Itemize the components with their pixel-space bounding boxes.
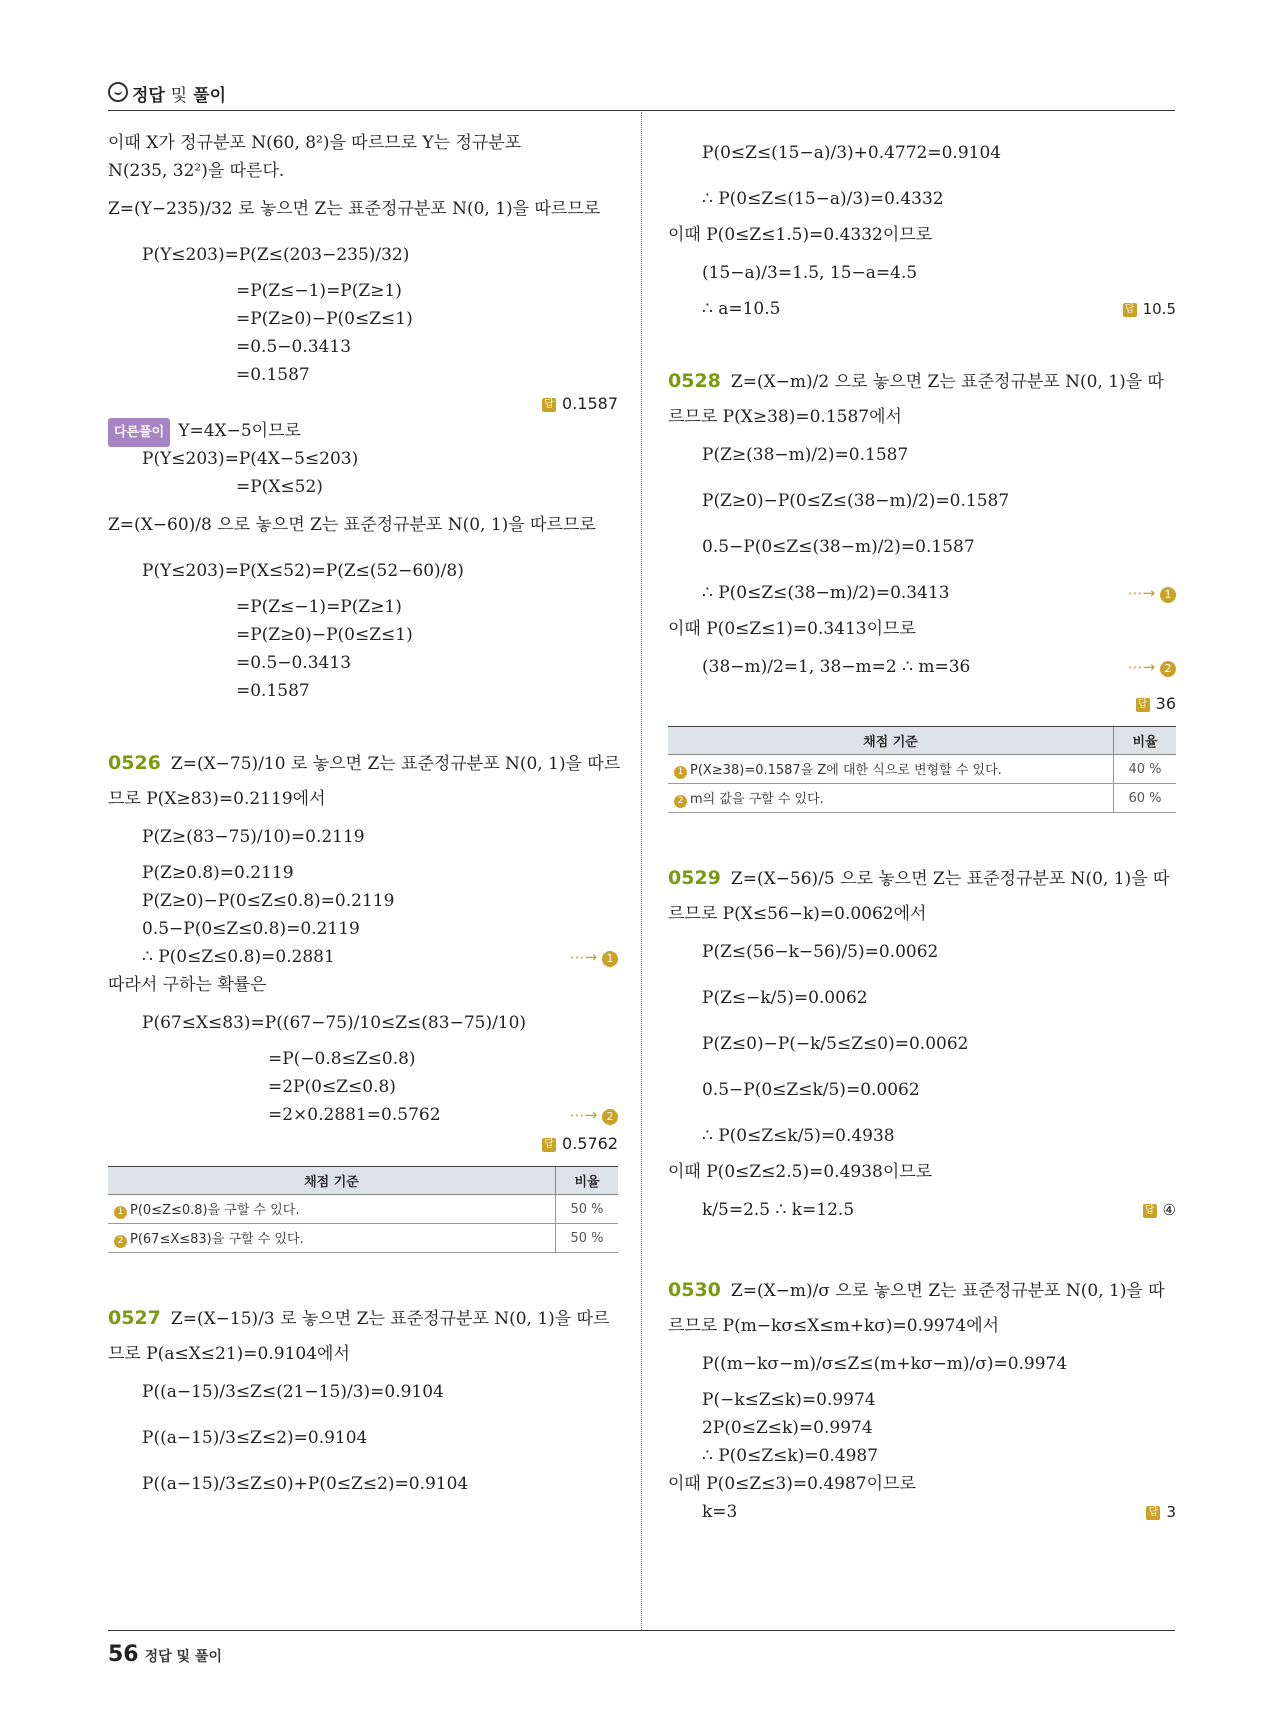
equation-line: 2P(0≤Z≤k)=0.9974 [702,1418,873,1438]
equation-line: P(Z≥0)−P(0≤Z≤(38−m)/2)=0.1587 [702,491,1010,511]
equation-line: ∴ P(0≤Z≤0.8)=0.2881 ⋯→ 1 [108,944,618,972]
equation-line: P(67≤X≤83)=P((67−75)/10≤Z≤(83−75)/10) [142,1013,527,1033]
equation-line: =P(X≤52) [236,477,323,497]
text-line: 므로 P(X≥83)=0.2119에서 [108,789,326,809]
equation-line: =0.1587 [236,681,310,701]
answer-icon: 답 [542,1138,556,1152]
equation-line: =2×0.2881=0.5762 ⋯→ 2 [108,1102,618,1130]
text-line: 이때 X가 정규분포 N(60, 8²)을 따르므로 Y는 정규분포 [108,133,522,153]
equation-line: P(Z≥0.8)=0.2119 [142,863,294,883]
step-marker-1: ⋯→ 1 [1128,570,1176,616]
text-line: 르므로 P(m−kσ≤X≤m+kσ)=0.9974에서 [668,1316,1000,1336]
answer-line: 답 36 [668,690,1176,718]
answer-530: 답 3 [1146,1499,1176,1526]
equation-line: P(Z≥(38−m)/2)=0.1587 [702,445,909,465]
equation-line: ∴ P(0≤Z≤(15−a)/3)=0.4332 [702,189,944,209]
answer-529: 답 ④ [1143,1187,1176,1233]
column-divider [641,112,642,1630]
alt-solution-badge: 다른풀이 [108,418,170,447]
answer-icon: 답 [1123,303,1137,317]
problem-number: 0528 [668,370,721,392]
grading-header: 채점 기준 [108,1167,556,1195]
equation-line: =P(−0.8≤Z≤0.8) [268,1049,416,1069]
problem-number: 0526 [108,752,161,774]
equation-line: k=3 답 3 [668,1499,1176,1527]
text-line: Z=(Y−235)/32 로 놓으면 Z는 표준정규분포 N(0, 1)을 따르므로 [108,199,601,219]
text-line: 따라서 구하는 확률은 [108,975,267,995]
answer-line: 답 0.1587 [108,390,618,418]
grading-table-0526 [108,1166,618,1253]
table-row: 2 P(67≤X≤83)을 구할 수 있다. 50 % [108,1224,618,1253]
alt-solution-line: 다른풀이 Y=4X−5이므로 [108,418,618,446]
text-line: 르므로 P(X≤56−k)=0.0062에서 [668,904,927,924]
equation-line: =P(Z≤−1)=P(Z≥1) [236,281,402,301]
equation-line: P((a−15)/3≤Z≤2)=0.9104 [142,1428,368,1448]
step-marker-2: ⋯→ 2 [1128,644,1176,690]
right-column [668,130,1176,1527]
equation-line: P(Z≤−k/5)=0.0062 [702,988,868,1008]
text-line: N(235, 32²)을 따른다. [108,161,285,181]
footer-rule [108,1630,1175,1631]
equation-line: =0.1587 [236,365,310,385]
equation-line: 0.5−P(0≤Z≤0.8)=0.2119 [142,919,360,939]
text-line: 므로 P(a≤X≤21)=0.9104에서 [108,1344,350,1364]
equation-line: P(−k≤Z≤k)=0.9974 [702,1390,876,1410]
text-line: 이때 P(0≤Z≤3)=0.4987이므로 [668,1474,916,1494]
equation-line: =P(Z≤−1)=P(Z≥1) [236,597,402,617]
page-footer [108,1642,222,1667]
step-marker-1: ⋯→ 1 [570,944,618,971]
equation-line: P(Y≤203)=P(Z≤(203−235)/32) [142,245,410,265]
answer-icon: 답 [1136,698,1150,712]
smile-logo-icon [108,82,128,102]
text-line: Z=(X−60)/8 으로 놓으면 Z는 표준정규분포 N(0, 1)을 따르므로 [108,515,596,535]
equation-line: P(0≤Z≤(15−a)/3)+0.4772=0.9104 [702,143,1002,163]
equation-line: =P(Z≥0)−P(0≤Z≤1) [236,625,413,645]
ratio-header: 비율 [1114,727,1177,755]
text-line: 이때 P(0≤Z≤2.5)=0.4938이므로 [668,1162,933,1182]
equation-line: (15−a)/3=1.5, 15−a=4.5 [702,263,918,283]
footer-text: 정답 및 풀이 [144,1649,222,1665]
answer-527: 답 10.5 [1123,296,1176,323]
equation-line: P(Y≤203)=P(4X−5≤203) [142,449,359,469]
equation-line: ∴ a=10.5 답 10.5 [668,296,1176,324]
problem-0529-heading: 0529 Z=(X−56)/5 으로 놓으면 Z는 표준정규분포 N(0, 1)을 따 [668,867,1170,889]
equation-line: ∴ P(0≤Z≤k/5)=0.4938 [702,1126,895,1146]
equation-line: P(Y≤203)=P(X≤52)=P(Z≤(52−60)/8) [142,561,464,581]
problem-0527-heading: 0527 Z=(X−15)/3 로 놓으면 Z는 표준정규분포 N(0, 1)을 따르 [108,1307,610,1329]
problem-number: 0527 [108,1307,161,1329]
left-column [108,130,621,1507]
grading-table-0528 [668,726,1176,813]
equation-line: P(Z≤(56−k−56)/5)=0.0062 [702,942,939,962]
table-row: 1 P(0≤Z≤0.8)을 구할 수 있다. 50 % [108,1195,618,1224]
equation-line: P((a−15)/3≤Z≤(21−15)/3)=0.9104 [142,1382,444,1402]
equation-line: P(Z≥(83−75)/10)=0.2119 [142,827,365,847]
text-line: 이때 P(0≤Z≤1)=0.3413이므로 [668,619,916,639]
answer-line: 답 0.5762 [108,1130,618,1158]
equation-line: ∴ P(0≤Z≤k)=0.4987 [702,1446,879,1466]
grading-header: 채점 기준 [668,727,1114,755]
equation-line: =2P(0≤Z≤0.8) [268,1077,396,1097]
equation-line: ∴ P(0≤Z≤(38−m)/2)=0.3413 ⋯→ 1 [668,570,1176,616]
equation-line: P((a−15)/3≤Z≤0)+P(0≤Z≤2)=0.9104 [142,1474,469,1494]
text-line: 이때 P(0≤Z≤1.5)=0.4332이므로 [668,225,933,245]
equation-line: (38−m)/2=1, 38−m=2 ∴ m=36 ⋯→ 2 [668,644,1176,690]
equation-line: 0.5−P(0≤Z≤(38−m)/2)=0.1587 [702,537,975,557]
table-row: 1 P(X≥38)=0.1587을 Z에 대한 식으로 변형할 수 있다. 40 % [668,755,1176,784]
equation-line: k/5=2.5 ∴ k=12.5 답 ④ [668,1187,1176,1233]
step-marker-2: ⋯→ 2 [570,1102,618,1129]
answer-icon: 답 [1146,1506,1160,1520]
answer-icon: 답 [1143,1204,1157,1218]
equation-line: P((m−kσ−m)/σ≤Z≤(m+kσ−m)/σ)=0.9974 [702,1354,1068,1374]
equation-line: P(Z≤0)−P(−k/5≤Z≤0)=0.0062 [702,1034,969,1054]
equation-line: =P(Z≥0)−P(0≤Z≤1) [236,309,413,329]
page-number: 56 [108,1642,139,1667]
header-title: 정답 및 풀이 [132,86,226,106]
problem-0526-heading: 0526 Z=(X−75)/10 로 놓으면 Z는 표준정규분포 N(0, 1)을 따르 [108,752,621,774]
problem-0530-heading: 0530 Z=(X−m)/σ 으로 놓으면 Z는 표준정규분포 N(0, 1)을 따 [668,1279,1165,1301]
page-header [108,78,1175,111]
equation-line: =0.5−0.3413 [236,337,352,357]
problem-0528-heading: 0528 Z=(X−m)/2 으로 놓으면 Z는 표준정규분포 N(0, 1)을 따 [668,370,1164,392]
equation-line: P(Z≥0)−P(0≤Z≤0.8)=0.2119 [142,891,395,911]
problem-number: 0529 [668,867,721,889]
equation-line: =0.5−0.3413 [236,653,352,673]
ratio-header: 비율 [556,1167,619,1195]
problem-number: 0530 [668,1279,721,1301]
answer-icon: 답 [542,398,556,412]
table-row: 2 m의 값을 구할 수 있다. 60 % [668,784,1176,813]
text-line: 르므로 P(X≥38)=0.1587에서 [668,407,902,427]
equation-line: 0.5−P(0≤Z≤k/5)=0.0062 [702,1080,920,1100]
